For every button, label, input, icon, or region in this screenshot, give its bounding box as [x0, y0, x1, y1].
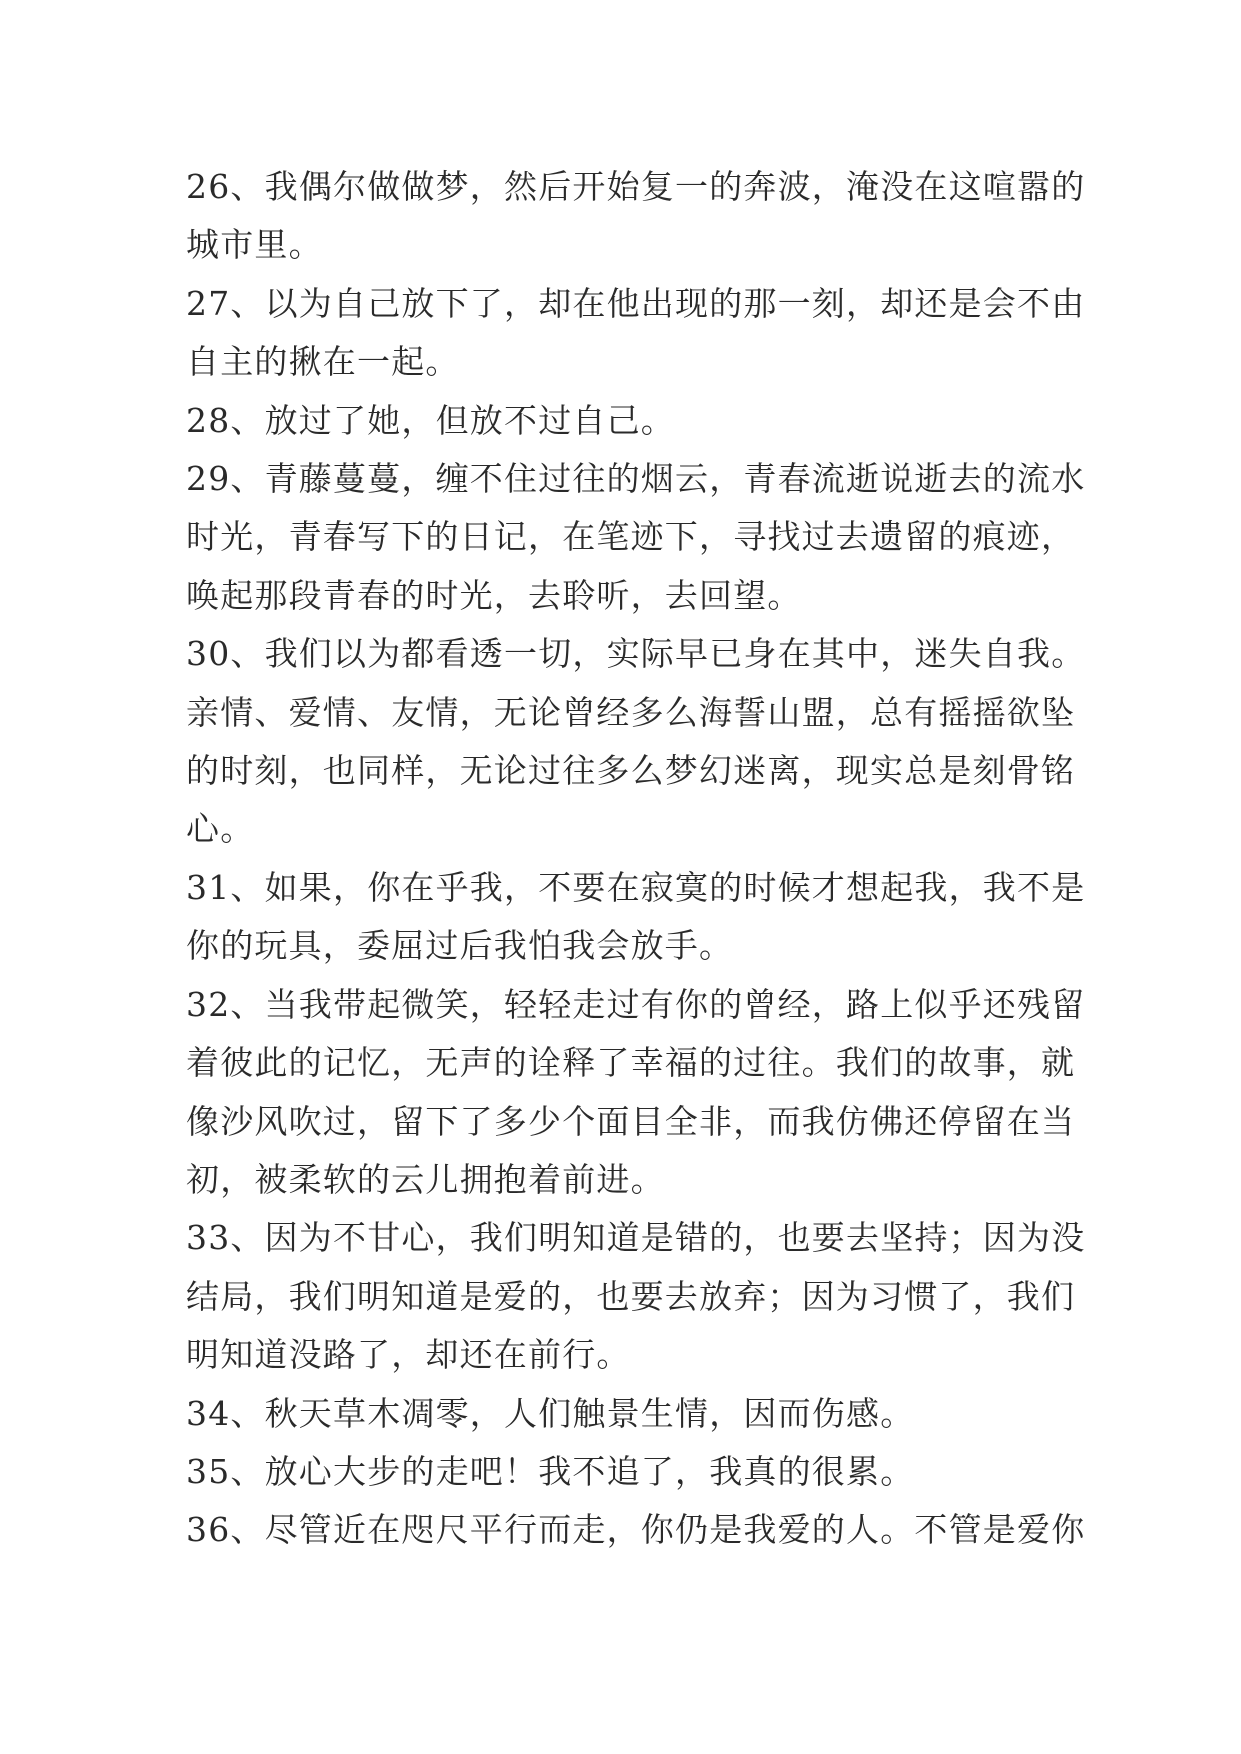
- paragraph-32: 32、当我带起微笑，轻轻走过有你的曾经，路上似乎还残留着彼此的记忆，无声的诠释了幸福的过往。我们的故事，就像沙风吹过，留下了多少个面目全非，而我仿佛还停留在当初，被柔软的云儿拥抱着前进。: [186, 984, 1086, 1199]
- paragraph-34: 34、秋天草木凋零，人们触景生情，因而伤感。: [186, 1393, 915, 1433]
- paragraph-28: 28、放过了她，但放不过自己。: [186, 400, 675, 440]
- paragraph-33: 33、因为不甘心，我们明知道是错的，也要去坚持；因为没结局，我们明知道是爱的，也要去放弃；因为习惯了，我们明知道没路了，却还在前行。: [186, 1218, 1086, 1375]
- paragraph-36: 36、尽管近在咫尺平行而走，你仍是我爱的人。不管是爱你: [186, 1510, 1086, 1550]
- document-body: [186, 158, 1086, 1560]
- paragraph-30: 30、我们以为都看透一切，实际早已身在其中，迷失自我。亲情、爱情、友情，无论曾经多么海誓山盟，总有摇摇欲坠的时刻，也同样，无论过往多么梦幻迷离，现实总是刻骨铭心。: [186, 634, 1086, 849]
- paragraph-26: 26、我偶尔做做梦，然后开始复一的奔波，淹没在这喧嚣的城市里。: [186, 167, 1086, 265]
- paragraph-31: 31、如果，你在乎我，不要在寂寞的时候才想起我，我不是你的玩具，委屈过后我怕我会放手。: [186, 867, 1086, 966]
- paragraph-35: 35、放心大步的走吧！我不追了，我真的很累。: [186, 1451, 915, 1491]
- paragraph-27: 27、以为自己放下了，却在他出现的那一刻，却还是会不由自主的揪在一起。: [186, 283, 1086, 382]
- paragraph-29: 29、青藤蔓蔓，缠不住过往的烟云，青春流逝说逝去的流水时光，青春写下的日记，在笔迹下，寻找过去遗留的痕迹，唤起那段青春的时光，去聆听，去回望。: [186, 459, 1086, 615]
